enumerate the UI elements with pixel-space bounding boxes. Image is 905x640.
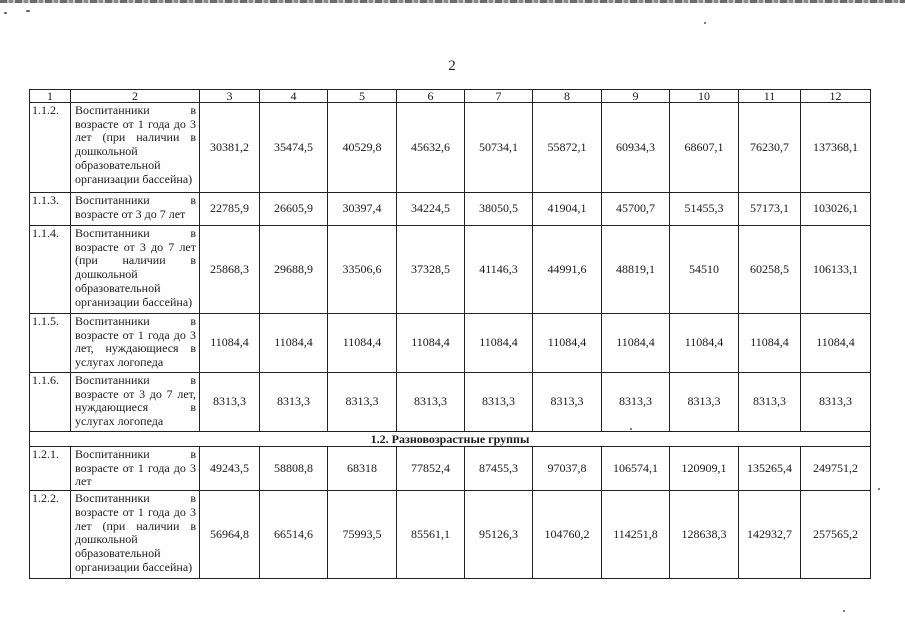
value-cell: 77852,4 bbox=[397, 447, 465, 491]
header-cell: 2 bbox=[71, 90, 200, 103]
value-cell: 249751,2 bbox=[801, 447, 871, 491]
value-cell: 60934,3 bbox=[602, 103, 670, 193]
row-description: Воспитанники в возрасте от 1 года до 3 лет bbox=[71, 447, 200, 491]
row-code: 1.1.6. bbox=[30, 373, 71, 432]
header-cell: 1 bbox=[30, 90, 71, 103]
header-cell: 8 bbox=[533, 90, 602, 103]
value-cell: 56964,8 bbox=[200, 491, 260, 579]
value-cell: 41146,3 bbox=[465, 226, 533, 314]
value-cell: 97037,8 bbox=[533, 447, 602, 491]
scan-speck bbox=[26, 10, 30, 12]
scan-speck bbox=[704, 22, 706, 24]
header-cell: 7 bbox=[465, 90, 533, 103]
table-row bbox=[30, 373, 871, 432]
value-cell: 11084,4 bbox=[801, 314, 871, 373]
value-cell: 38050,5 bbox=[465, 193, 533, 226]
value-cell: 128638,3 bbox=[670, 491, 739, 579]
row-code: 1.1.4. bbox=[30, 226, 71, 314]
row-description: Воспитанники в возрасте от 1 года до 3 лет, нуждающиеся в услугах логопеда bbox=[71, 314, 200, 373]
value-cell: 49243,5 bbox=[200, 447, 260, 491]
value-cell: 114251,8 bbox=[602, 491, 670, 579]
tariff-table bbox=[29, 89, 871, 579]
value-cell: 45632,6 bbox=[397, 103, 465, 193]
value-cell: 68318 bbox=[328, 447, 397, 491]
value-cell: 8313,3 bbox=[260, 373, 328, 432]
value-cell: 8313,3 bbox=[200, 373, 260, 432]
value-cell: 87455,3 bbox=[465, 447, 533, 491]
table-body bbox=[30, 90, 871, 579]
value-cell: 41904,1 bbox=[533, 193, 602, 226]
value-cell: 8313,3 bbox=[739, 373, 801, 432]
value-cell: 257565,2 bbox=[801, 491, 871, 579]
value-cell: 44991,6 bbox=[533, 226, 602, 314]
table-row bbox=[30, 226, 871, 314]
table-row bbox=[30, 314, 871, 373]
table-row bbox=[30, 491, 871, 579]
row-code: 1.1.3. bbox=[30, 193, 71, 226]
header-cell: 12 bbox=[801, 90, 871, 103]
value-cell: 26605,9 bbox=[260, 193, 328, 226]
value-cell: 48819,1 bbox=[602, 226, 670, 314]
value-cell: 8313,3 bbox=[465, 373, 533, 432]
value-cell: 8313,3 bbox=[397, 373, 465, 432]
header-cell: 10 bbox=[670, 90, 739, 103]
value-cell: 37328,5 bbox=[397, 226, 465, 314]
value-cell: 8313,3 bbox=[533, 373, 602, 432]
value-cell: 51455,3 bbox=[670, 193, 739, 226]
table-row bbox=[30, 103, 871, 193]
value-cell: 40529,8 bbox=[328, 103, 397, 193]
value-cell: 103026,1 bbox=[801, 193, 871, 226]
value-cell: 50734,1 bbox=[465, 103, 533, 193]
value-cell: 8313,3 bbox=[328, 373, 397, 432]
value-cell: 137368,1 bbox=[801, 103, 871, 193]
value-cell: 11084,4 bbox=[465, 314, 533, 373]
page-number: 2 bbox=[448, 58, 456, 74]
value-cell: 55872,1 bbox=[533, 103, 602, 193]
row-code: 1.2.1. bbox=[30, 447, 71, 491]
value-cell: 11084,4 bbox=[739, 314, 801, 373]
row-code: 1.1.2. bbox=[30, 103, 71, 193]
value-cell: 142932,7 bbox=[739, 491, 801, 579]
value-cell: 11084,4 bbox=[670, 314, 739, 373]
value-cell: 45700,7 bbox=[602, 193, 670, 226]
value-cell: 68607,1 bbox=[670, 103, 739, 193]
row-description: Воспитанники в возрасте от 3 до 7 лет, нуждающиеся в услугах логопеда bbox=[71, 373, 200, 432]
header-cell: 11 bbox=[739, 90, 801, 103]
value-cell: 29688,9 bbox=[260, 226, 328, 314]
value-cell: 11084,4 bbox=[200, 314, 260, 373]
scan-speck bbox=[878, 488, 880, 490]
row-code: 1.2.2. bbox=[30, 491, 71, 579]
section-title: 1.2. Разновозрастные группы bbox=[30, 432, 871, 447]
value-cell: 11084,4 bbox=[328, 314, 397, 373]
value-cell: 104760,2 bbox=[533, 491, 602, 579]
header-cell: 9 bbox=[602, 90, 670, 103]
value-cell: 120909,1 bbox=[670, 447, 739, 491]
value-cell: 35474,5 bbox=[260, 103, 328, 193]
row-description: Воспитанники в возрасте от 1 года до 3 лет (при наличии в дошкольной образовательной организации бассейна) bbox=[71, 103, 200, 193]
row-code: 1.1.5. bbox=[30, 314, 71, 373]
row-description: Воспитанники в возрасте от 3 до 7 лет (при наличии в дошкольной образовательной организации бассейна) bbox=[71, 226, 200, 314]
scan-speck bbox=[4, 12, 7, 14]
value-cell: 66514,6 bbox=[260, 491, 328, 579]
header-cell: 3 bbox=[200, 90, 260, 103]
value-cell: 95126,3 bbox=[465, 491, 533, 579]
value-cell: 11084,4 bbox=[260, 314, 328, 373]
row-description: Воспитанники в возрасте от 1 года до 3 лет (при наличии в дошкольной образовательной организации бассейна) bbox=[71, 491, 200, 579]
header-row bbox=[30, 90, 871, 103]
value-cell: 57173,1 bbox=[739, 193, 801, 226]
value-cell: 25868,3 bbox=[200, 226, 260, 314]
value-cell: 85561,1 bbox=[397, 491, 465, 579]
value-cell: 22785,9 bbox=[200, 193, 260, 226]
value-cell: 11084,4 bbox=[602, 314, 670, 373]
value-cell: 54510 bbox=[670, 226, 739, 314]
scan-edge bbox=[0, 0, 905, 3]
value-cell: 30381,2 bbox=[200, 103, 260, 193]
header-cell: 4 bbox=[260, 90, 328, 103]
value-cell: 76230,7 bbox=[739, 103, 801, 193]
value-cell: 60258,5 bbox=[739, 226, 801, 314]
value-cell: 8313,3 bbox=[602, 373, 670, 432]
scan-speck bbox=[843, 610, 845, 612]
value-cell: 30397,4 bbox=[328, 193, 397, 226]
header-cell: 6 bbox=[397, 90, 465, 103]
value-cell: 33506,6 bbox=[328, 226, 397, 314]
value-cell: 11084,4 bbox=[397, 314, 465, 373]
value-cell: 11084,4 bbox=[533, 314, 602, 373]
value-cell: 106133,1 bbox=[801, 226, 871, 314]
value-cell: 8313,3 bbox=[801, 373, 871, 432]
value-cell: 75993,5 bbox=[328, 491, 397, 579]
table-row bbox=[30, 447, 871, 491]
header-cell: 5 bbox=[328, 90, 397, 103]
table-row bbox=[30, 193, 871, 226]
value-cell: 135265,4 bbox=[739, 447, 801, 491]
value-cell: 58808,8 bbox=[260, 447, 328, 491]
row-description: Воспитанники в возрасте от 3 до 7 лет bbox=[71, 193, 200, 226]
value-cell: 34224,5 bbox=[397, 193, 465, 226]
value-cell: 106574,1 bbox=[602, 447, 670, 491]
value-cell: 8313,3 bbox=[670, 373, 739, 432]
section-row bbox=[30, 432, 871, 447]
